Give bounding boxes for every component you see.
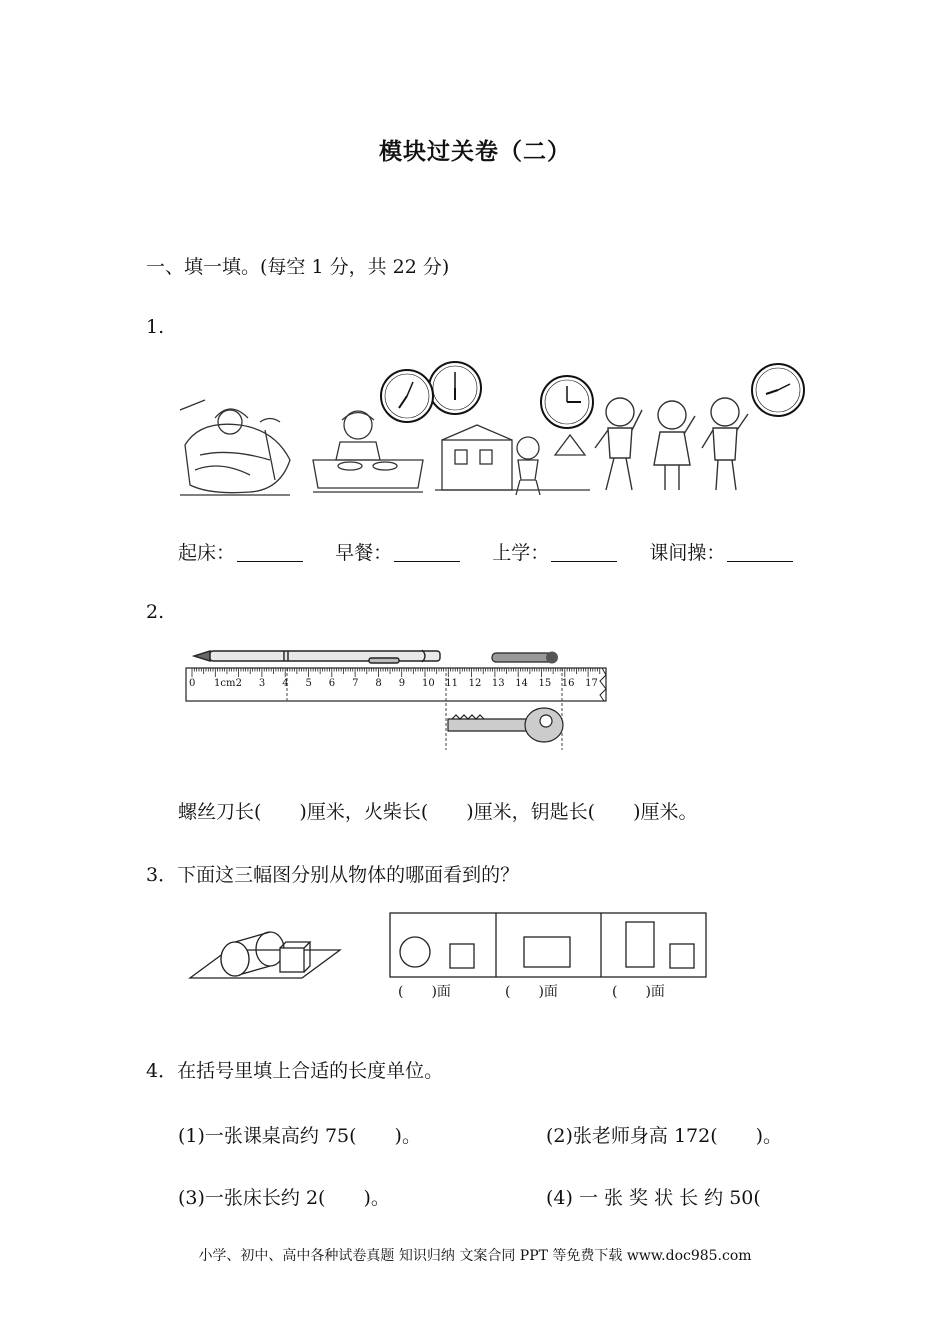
label-get-up: 起床： — [178, 542, 236, 564]
wake-up-scene — [180, 400, 290, 495]
ruler-tick-label: 12 — [468, 678, 482, 689]
views-panel — [390, 913, 706, 977]
question-2-number: 2. — [146, 601, 165, 623]
ruler-tick-label: 7 — [352, 678, 359, 689]
page-title: 模块过关卷（二） — [379, 139, 571, 165]
ruler-tick-label: 9 — [398, 678, 406, 689]
view-label-3: ( )面 — [612, 984, 665, 1000]
ruler-tick-label: 2 — [235, 678, 242, 689]
answer-blank[interactable] — [394, 543, 460, 562]
label-breakfast: 早餐： — [335, 542, 393, 564]
key-icon — [448, 708, 563, 742]
morning-exercise-scene — [595, 398, 748, 490]
question-4-item-3: (3)一张床长约 2( )。 — [178, 1187, 390, 1209]
question-4-item-2: (2)张老师身高 172( )。 — [546, 1125, 783, 1147]
ruler-tick-label: 11 — [445, 678, 459, 689]
question-4-text: 4．在括号里填上合适的长度单位。 — [146, 1060, 444, 1082]
daily-routine-illustration — [180, 360, 810, 505]
ruler-tick-label: 4 — [282, 678, 289, 689]
ruler-tick-label: 0 — [189, 678, 196, 689]
question-3-text: 3．下面这三幅图分别从物体的哪面看到的？ — [146, 864, 520, 886]
ruler-illustration — [184, 645, 609, 755]
ruler-tick-label: 15 — [538, 678, 552, 689]
ruler-tick-label: 10 — [422, 678, 435, 689]
solid-objects — [190, 932, 340, 978]
ruler-tick-label: 13 — [491, 678, 505, 689]
clock-icon — [429, 362, 481, 414]
question-4-item-4: (4) 一 张 奖 状 长 约 50( — [546, 1187, 761, 1209]
view-label-2: ( )面 — [505, 984, 558, 1000]
ruler-unit-label: 1cm — [214, 678, 236, 689]
answer-blank[interactable] — [551, 543, 617, 562]
question-1-number: 1. — [146, 316, 165, 338]
page-footer: 小学、初中、高中各种试卷真题 知识归纳 文案合同 PPT 等免费下载 www.doc985.com — [198, 1248, 752, 1264]
view-label-1: ( )面 — [398, 984, 451, 1000]
ruler-tick-label: 17 — [585, 678, 598, 689]
clock-icon — [541, 376, 593, 428]
label-exercise: 课间操： — [649, 542, 726, 564]
breakfast-scene — [313, 411, 423, 492]
ruler-tick-label: 8 — [375, 678, 382, 689]
clock-icon — [381, 370, 433, 422]
ruler-tick-label: 5 — [305, 678, 312, 689]
label-go-to-school: 上学： — [492, 542, 550, 564]
answer-blank[interactable] — [727, 543, 793, 562]
three-views-illustration — [188, 910, 718, 1005]
question-2-text: 螺丝刀长( )厘米，火柴长( )厘米，钥匙长( )厘米。 — [178, 801, 698, 823]
answer-blank[interactable] — [237, 543, 303, 562]
screwdriver-icon — [194, 650, 440, 663]
ruler-tick-label: 16 — [561, 678, 575, 689]
go-to-school-scene — [435, 425, 590, 495]
section-heading: 一、填一填。(每空 1 分，共 22 分) — [146, 256, 450, 278]
answer-line-1 — [178, 538, 793, 565]
ruler-tick-label: 6 — [328, 678, 336, 689]
ruler-tick-label: 3 — [258, 678, 266, 689]
match-icon — [492, 652, 558, 664]
question-4-item-1: (1)一张课桌高约 75( )。 — [178, 1125, 421, 1147]
clock-icon — [752, 364, 804, 416]
ruler-tick-label: 14 — [515, 678, 528, 689]
